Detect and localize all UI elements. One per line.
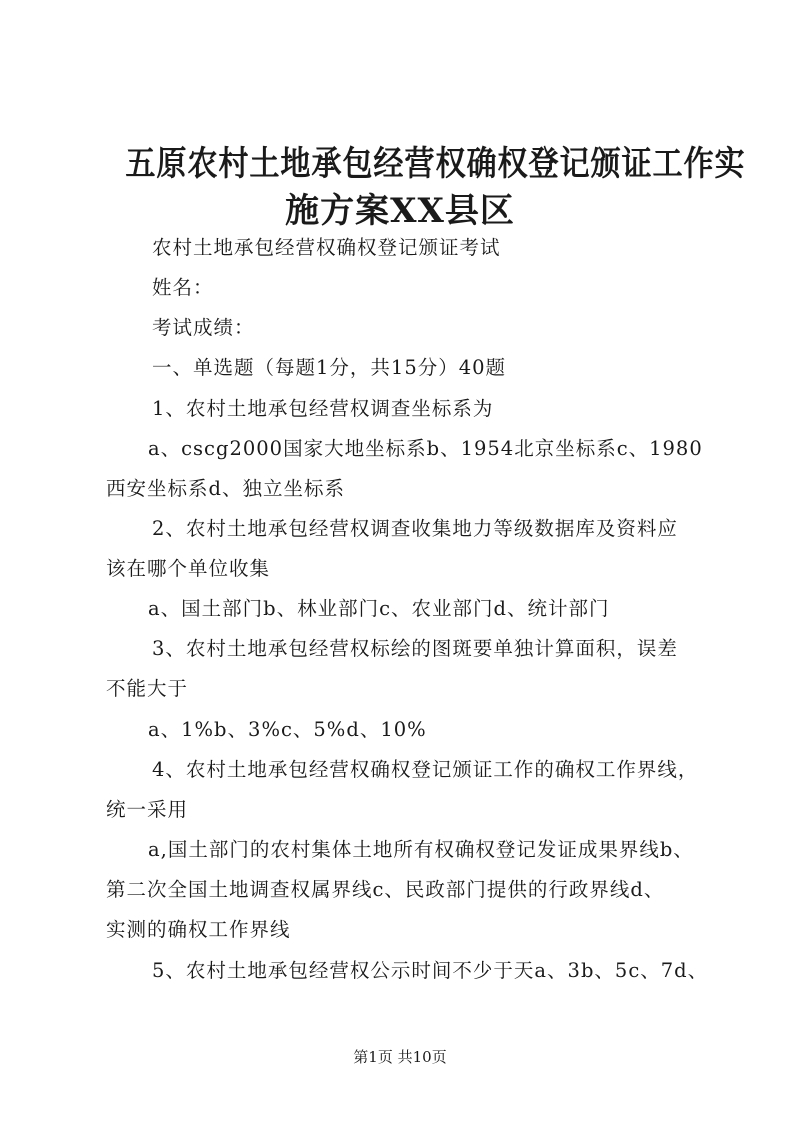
question-4: 4、农村土地承包经营权确权登记颁证工作的确权工作界线，	[152, 758, 699, 781]
question-3-options: a、1%b、3%c、5%d、10%	[148, 718, 427, 741]
question-3-cont: 不能大于	[106, 677, 189, 700]
question-2-cont: 该在哪个单位收集	[106, 557, 271, 580]
document-title-line-2: 施方案XX县区	[285, 191, 515, 231]
name-field-label: 姓名：	[152, 276, 214, 299]
question-1-options: a、cscg2000国家大地坐标系b、1954北京坐标系c、1980	[148, 437, 703, 460]
question-5: 5、农村土地承包经营权公示时间不少于天a、3b、5c、7d、	[152, 959, 709, 982]
exam-title: 农村土地承包经营权确权登记颁证考试	[152, 236, 501, 259]
question-1: 1、农村土地承包经营权调查坐标系为	[152, 397, 494, 420]
document-title-line-1: 五原农村土地承包经营权确权登记颁证工作实	[125, 144, 746, 184]
section-heading: 一、单选题（每题1分，共15分）40题	[152, 356, 507, 379]
page-footer: 第1页 共10页	[353, 1048, 447, 1066]
score-field-label: 考试成绩：	[152, 316, 255, 339]
question-2: 2、农村土地承包经营权调查收集地力等级数据库及资料应	[152, 517, 678, 540]
question-3: 3、农村土地承包经营权标绘的图斑要单独计算面积，误差	[152, 637, 678, 660]
question-4-options-cont-2: 实测的确权工作界线	[106, 918, 291, 941]
question-4-cont: 统一采用	[106, 798, 189, 821]
question-1-options-cont: 西安坐标系d、独立坐标系	[106, 477, 345, 500]
question-4-options-cont: 第二次全国土地调查权属界线c、民政部门提供的行政界线d、	[106, 878, 665, 901]
question-2-options: a、国土部门b、林业部门c、农业部门d、统计部门	[148, 597, 610, 620]
question-4-options: a,国土部门的农村集体土地所有权确权登记发证成果界线b、	[148, 838, 694, 861]
